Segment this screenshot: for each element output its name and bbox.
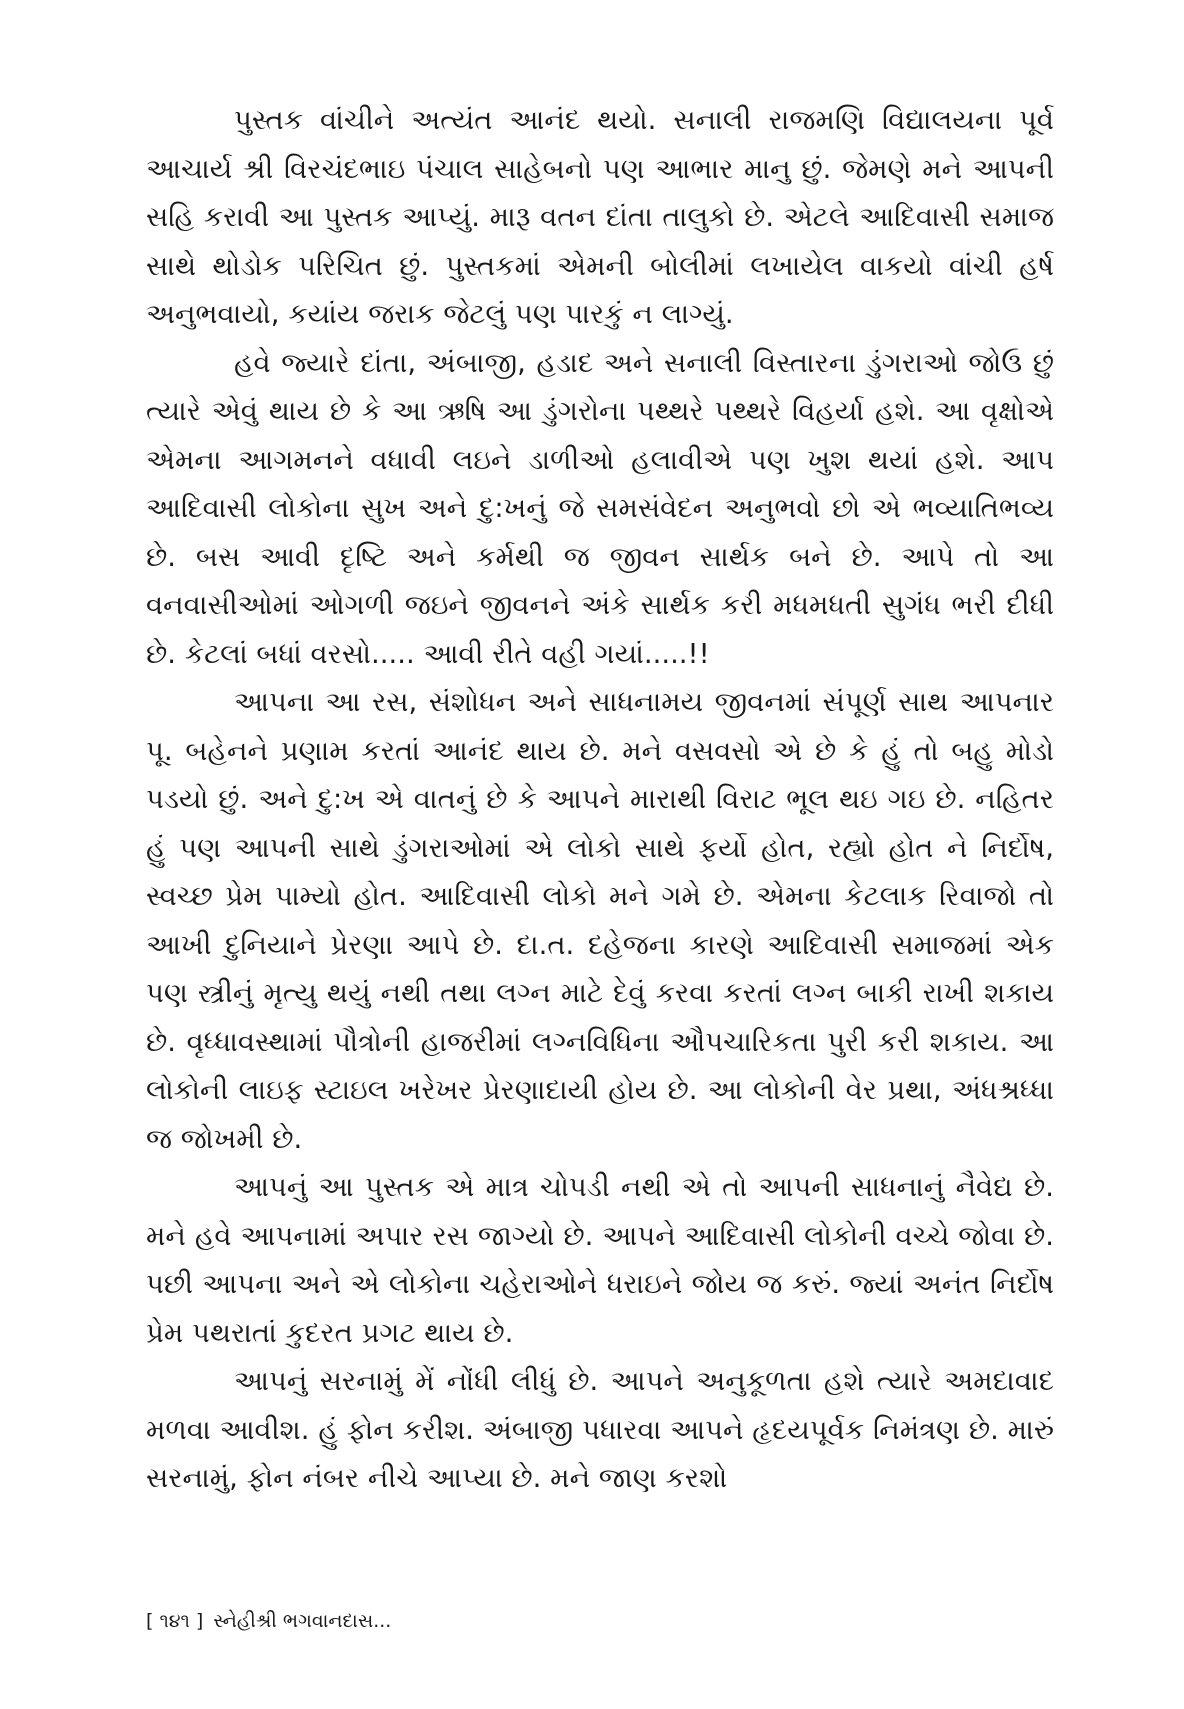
- paragraph-4: આપનું આ પુસ્તક એ માત્ર ચોપડી નથી એ તો આપની સાધનાનું નૈવેદ્ય છે. મને હવે આપનામાં અપાર રસ જાગ્યો છે. આપને આદિવાસી લોકોની વચ્ચે જોવા છે. પછી આપના અને એ લોકોના ચહેરાઓને ધરાઇને જોય જ કરું. જ્યાં અનંત નિર્દોષ પ્રેમ પથરાતાં કુદરત પ્રગટ થાય છે.: [146, 1171, 1054, 1349]
- paragraph-2: હવે જ્યારે દાંતા, અંબાજી, હડાદ અને સનાલી વિસ્તારના ડુંગરાઓ જોઉ છું ત્યારે એવું થાય છે કે આ ઋષિ આ ડુંગરોના પથ્થરે પથ્થરે વિહર્યા હશે. આ વૃક્ષોએ એમના આગમનને વધાવી લઇને ડાળીઓ હલાવીએ પણ ખુશ થયાં હશે. આપ આદિવાસી લોકોના સુખ અને દુ:ખનું જે સમસંવેદન અનુભવો છો એ ભવ્યાતિભવ્ય છે. બસ આવી દૃષ્ટિ અને કર્મથી જ જીવન સાર્થક બને છે. આપે તો આ વનવાસીઓમાં ઓગળી જઇને જીવનને અંકે સાર્થક કરી મધમધતી સુગંધ ભરી દીધી છે. કેટલાં બધાં વરસો..... આવી રીતે વહી ગયાં.....!!: [146, 346, 1054, 670]
- page-number: [ ૧૪૧ ]: [146, 1610, 204, 1632]
- paragraph-1: પુસ્તક વાંચીને અત્યંત આનંદ થયો. સનાલી રાજમણિ વિદ્યાલયના પૂર્વ આચાર્ય શ્રી વિરચંદભાઇ પંચાલ સાહેબનો પણ આભાર માનુ છું. જેમણે મને આપની સહિ કરાવી આ પુસ્તક આપ્યું. મારૂ વતન દાંતા તાલુકો છે. એટલે આદિવાસી સમાજ સાથે થોડોક પરિચિત છું. પુસ્તકમાં એમની બોલીમાં લખાયેલ વાકયો વાંચી હર્ષ અનુભવાયો, કયાંય જરાક જેટલું પણ પારકું ન લાગ્યું.: [146, 104, 1054, 330]
- page-footer: [146, 1610, 391, 1632]
- paragraph-3: આપના આ રસ, સંશોધન અને સાધનામય જીવનમાં સંપૂર્ણ સાથ આપનાર પૂ. બહેનને પ્રણામ કરતાં આનંદ થાય છે. મને વસવસો એ છે કે હું તો બહુ મોડો પડયો છું. અને દુ:ખ એ વાતનું છે કે આપને મારાથી વિરાટ ભૂલ થઇ ગઇ છે. નહિતર હું પણ આપની સાથે ડુંગરાઓમાં એ લોકો સાથે ફર્યો હોત, રહ્યો હોત ને નિર્દોષ, સ્વચ્છ પ્રેમ પામ્યો હોત. આદિવાસી લોકો મને ગમે છે. એમના કેટલાક રિવાજો તો આખી દુનિયાને પ્રેરણા આપે છે. દા.ત. દહેજના કારણે આદિવાસી સમાજમાં એક પણ સ્ત્રીનું મૃત્યુ થયું નથી તથા લગ્ન માટે દેવું કરવા કરતાં લગ્ન બાકી રાખી શકાય છે. વૃધ્ધાવસ્થામાં પૌત્રોની હાજરીમાં લગ્નવિધિના ઔપચારિકતા પુરી કરી શકાય. આ લોકોની લાઇફ સ્ટાઇલ ખરેખર પ્રેરણાદાયી હોય છે. આ લોકોની વેર પ્રથા, અંધશ્રધ્ધા જ જોખમી છે.: [146, 686, 1054, 1155]
- running-title: સ્નેહીશ્રી ભગવાનદાસ...: [213, 1610, 392, 1632]
- paragraph-5: આપનું સરનામું મેં નોંધી લીધું છે. આપને અનુકૂળતા હશે ત્યારે અમદાવાદ મળવા આવીશ. હું ફોન કરીશ. અંબાજી પધારવા આપને હૃદયપૂર્વક નિમંત્રણ છે. મારું સરનામું, ફોન નંબર નીચે આપ્યા છે. મને જાણ કરશો: [146, 1365, 1054, 1494]
- letter-body: [146, 96, 1054, 1503]
